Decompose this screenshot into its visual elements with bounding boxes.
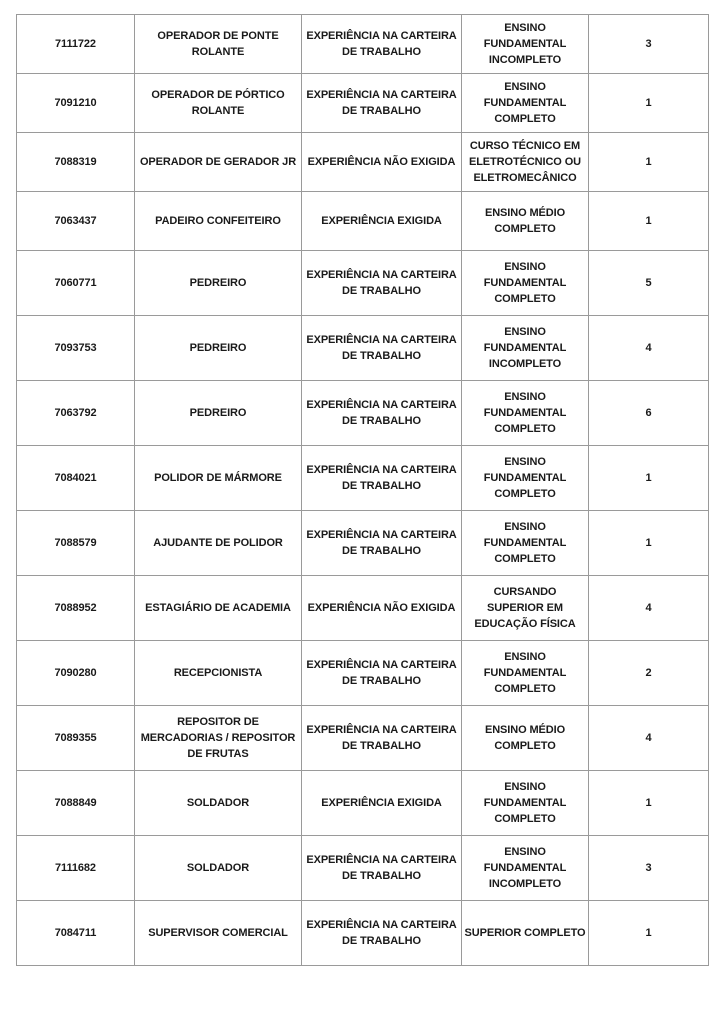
table-row bbox=[17, 706, 709, 771]
job-code-cell: 7111722 bbox=[17, 15, 135, 74]
education-cell: CURSO TÉCNICO EM ELETROTÉCNICO OU ELETROMECÂNICO bbox=[462, 133, 589, 192]
vacancies-cell: 1 bbox=[589, 133, 709, 192]
job-code-cell: 7091210 bbox=[17, 74, 135, 133]
table-body bbox=[17, 15, 709, 966]
job-role-cell: AJUDANTE DE POLIDOR bbox=[135, 511, 302, 576]
education-cell: ENSINO FUNDAMENTAL COMPLETO bbox=[462, 251, 589, 316]
job-role-cell: SUPERVISOR COMERCIAL bbox=[135, 901, 302, 966]
experience-cell: EXPERIÊNCIA NA CARTEIRA DE TRABALHO bbox=[302, 316, 462, 381]
job-role-cell: REPOSITOR DE MERCADORIAS / REPOSITOR DE FRUTAS bbox=[135, 706, 302, 771]
experience-cell: EXPERIÊNCIA NA CARTEIRA DE TRABALHO bbox=[302, 836, 462, 901]
job-code-cell: 7063792 bbox=[17, 381, 135, 446]
job-role-cell: SOLDADOR bbox=[135, 836, 302, 901]
vacancies-cell: 1 bbox=[589, 511, 709, 576]
job-role-cell: PEDREIRO bbox=[135, 381, 302, 446]
job-role-cell: RECEPCIONISTA bbox=[135, 641, 302, 706]
experience-cell: EXPERIÊNCIA NA CARTEIRA DE TRABALHO bbox=[302, 15, 462, 74]
experience-cell: EXPERIÊNCIA NA CARTEIRA DE TRABALHO bbox=[302, 381, 462, 446]
education-cell: ENSINO MÉDIO COMPLETO bbox=[462, 706, 589, 771]
table-row bbox=[17, 251, 709, 316]
vacancies-cell: 1 bbox=[589, 74, 709, 133]
education-cell: SUPERIOR COMPLETO bbox=[462, 901, 589, 966]
education-cell: ENSINO FUNDAMENTAL COMPLETO bbox=[462, 381, 589, 446]
job-code-cell: 7084021 bbox=[17, 446, 135, 511]
vacancies-cell: 6 bbox=[589, 381, 709, 446]
vacancies-cell: 4 bbox=[589, 576, 709, 641]
job-role-cell: PEDREIRO bbox=[135, 316, 302, 381]
education-cell: ENSINO FUNDAMENTAL COMPLETO bbox=[462, 641, 589, 706]
education-cell: ENSINO FUNDAMENTAL INCOMPLETO bbox=[462, 15, 589, 74]
job-code-cell: 7093753 bbox=[17, 316, 135, 381]
vacancies-cell: 5 bbox=[589, 251, 709, 316]
job-vacancies-table bbox=[16, 14, 709, 966]
table-row bbox=[17, 74, 709, 133]
experience-cell: EXPERIÊNCIA NA CARTEIRA DE TRABALHO bbox=[302, 641, 462, 706]
experience-cell: EXPERIÊNCIA NA CARTEIRA DE TRABALHO bbox=[302, 74, 462, 133]
job-code-cell: 7088319 bbox=[17, 133, 135, 192]
job-role-cell: PADEIRO CONFEITEIRO bbox=[135, 192, 302, 251]
table-row bbox=[17, 316, 709, 381]
job-role-cell: OPERADOR DE PÓRTICO ROLANTE bbox=[135, 74, 302, 133]
job-code-cell: 7088579 bbox=[17, 511, 135, 576]
education-cell: ENSINO FUNDAMENTAL COMPLETO bbox=[462, 771, 589, 836]
table-row bbox=[17, 133, 709, 192]
table-row bbox=[17, 446, 709, 511]
table-row bbox=[17, 511, 709, 576]
table-row bbox=[17, 192, 709, 251]
table-row bbox=[17, 576, 709, 641]
job-role-cell: POLIDOR DE MÁRMORE bbox=[135, 446, 302, 511]
education-cell: ENSINO FUNDAMENTAL COMPLETO bbox=[462, 511, 589, 576]
vacancies-cell: 3 bbox=[589, 836, 709, 901]
job-code-cell: 7088952 bbox=[17, 576, 135, 641]
job-code-cell: 7089355 bbox=[17, 706, 135, 771]
table-row bbox=[17, 15, 709, 74]
vacancies-cell: 4 bbox=[589, 706, 709, 771]
experience-cell: EXPERIÊNCIA NA CARTEIRA DE TRABALHO bbox=[302, 251, 462, 316]
vacancies-cell: 3 bbox=[589, 15, 709, 74]
experience-cell: EXPERIÊNCIA NÃO EXIGIDA bbox=[302, 576, 462, 641]
table-row bbox=[17, 641, 709, 706]
job-role-cell: ESTAGIÁRIO DE ACADEMIA bbox=[135, 576, 302, 641]
experience-cell: EXPERIÊNCIA NA CARTEIRA DE TRABALHO bbox=[302, 511, 462, 576]
table-row bbox=[17, 901, 709, 966]
experience-cell: EXPERIÊNCIA NA CARTEIRA DE TRABALHO bbox=[302, 901, 462, 966]
table-row bbox=[17, 381, 709, 446]
vacancies-cell: 1 bbox=[589, 771, 709, 836]
experience-cell: EXPERIÊNCIA EXIGIDA bbox=[302, 771, 462, 836]
table-row bbox=[17, 771, 709, 836]
education-cell: CURSANDO SUPERIOR EM EDUCAÇÃO FÍSICA bbox=[462, 576, 589, 641]
vacancies-cell: 1 bbox=[589, 446, 709, 511]
job-code-cell: 7111682 bbox=[17, 836, 135, 901]
table-row bbox=[17, 836, 709, 901]
job-code-cell: 7088849 bbox=[17, 771, 135, 836]
experience-cell: EXPERIÊNCIA EXIGIDA bbox=[302, 192, 462, 251]
education-cell: ENSINO MÉDIO COMPLETO bbox=[462, 192, 589, 251]
job-role-cell: SOLDADOR bbox=[135, 771, 302, 836]
education-cell: ENSINO FUNDAMENTAL INCOMPLETO bbox=[462, 836, 589, 901]
job-role-cell: OPERADOR DE PONTE ROLANTE bbox=[135, 15, 302, 74]
job-role-cell: PEDREIRO bbox=[135, 251, 302, 316]
vacancies-cell: 2 bbox=[589, 641, 709, 706]
education-cell: ENSINO FUNDAMENTAL COMPLETO bbox=[462, 446, 589, 511]
job-code-cell: 7090280 bbox=[17, 641, 135, 706]
education-cell: ENSINO FUNDAMENTAL INCOMPLETO bbox=[462, 316, 589, 381]
experience-cell: EXPERIÊNCIA NA CARTEIRA DE TRABALHO bbox=[302, 706, 462, 771]
experience-cell: EXPERIÊNCIA NA CARTEIRA DE TRABALHO bbox=[302, 446, 462, 511]
vacancies-cell: 4 bbox=[589, 316, 709, 381]
vacancies-cell: 1 bbox=[589, 192, 709, 251]
job-code-cell: 7084711 bbox=[17, 901, 135, 966]
experience-cell: EXPERIÊNCIA NÃO EXIGIDA bbox=[302, 133, 462, 192]
job-code-cell: 7060771 bbox=[17, 251, 135, 316]
vacancies-cell: 1 bbox=[589, 901, 709, 966]
job-code-cell: 7063437 bbox=[17, 192, 135, 251]
education-cell: ENSINO FUNDAMENTAL COMPLETO bbox=[462, 74, 589, 133]
job-role-cell: OPERADOR DE GERADOR JR bbox=[135, 133, 302, 192]
